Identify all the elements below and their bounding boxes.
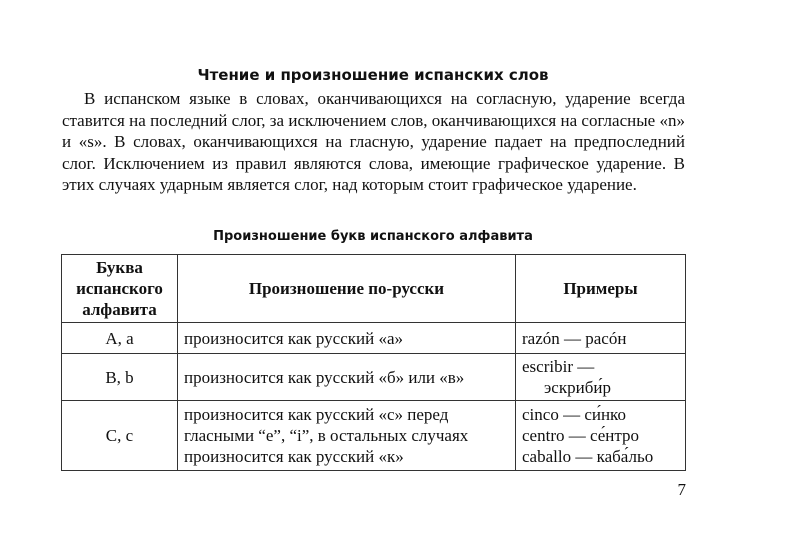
pronunciation-line: гласными “e”, “i”, в остальных случаях [184, 426, 469, 445]
table-row [62, 323, 686, 354]
cell-example [516, 354, 686, 401]
example-line: эскриби́р [544, 378, 611, 397]
cell-letter: A, a [62, 323, 178, 354]
body-paragraph: В испанском языке в словах, оканчивающихся на согласную, ударение всегда ставится на последний слог, за исключением слов, оканчивающихся на согласные «n» и «s». В словах, оканчивающихся на гласную, ударение падает на предпоследний слог. Исключением из правил являются слова, имеющие графическое ударение. В этих случаях ударным является слог, над которым стоит графическое ударение. [62, 89, 685, 195]
pronunciation-line: произносится как русский «к» [184, 447, 404, 466]
example-line: cinco — си́нко [522, 405, 626, 424]
header-letter-line: испанского [76, 279, 163, 298]
cell-pronunciation: произносится как русский «б» или «в» [178, 354, 516, 401]
header-examples: Примеры [516, 255, 686, 323]
header-pronunciation: Произношение по-русски [178, 255, 516, 323]
example-line: caballo — каба́льо [522, 447, 654, 466]
header-letter [62, 255, 178, 323]
cell-letter: B, b [62, 354, 178, 401]
cell-example: razón — расóн [516, 323, 686, 354]
table-row [62, 401, 686, 471]
alphabet-table [61, 254, 686, 471]
table-row [62, 354, 686, 401]
example-line: escribir — [522, 357, 595, 376]
cell-pronunciation: произносится как русский «а» [178, 323, 516, 354]
cell-example [516, 401, 686, 471]
header-letter-line: Буква [96, 258, 143, 277]
cell-pronunciation [178, 401, 516, 471]
table-caption: Произношение букв испанского алфавита [213, 229, 533, 244]
example-line: centro — се́нтро [522, 426, 640, 445]
table-header-row [62, 255, 686, 323]
pronunciation-line: произносится как русский «c» перед [184, 405, 449, 424]
section-title: Чтение и произношение испанских слов [197, 66, 549, 84]
page-number: 7 [677, 480, 686, 499]
header-letter-line: алфавита [82, 300, 157, 319]
cell-letter: C, c [62, 401, 178, 471]
